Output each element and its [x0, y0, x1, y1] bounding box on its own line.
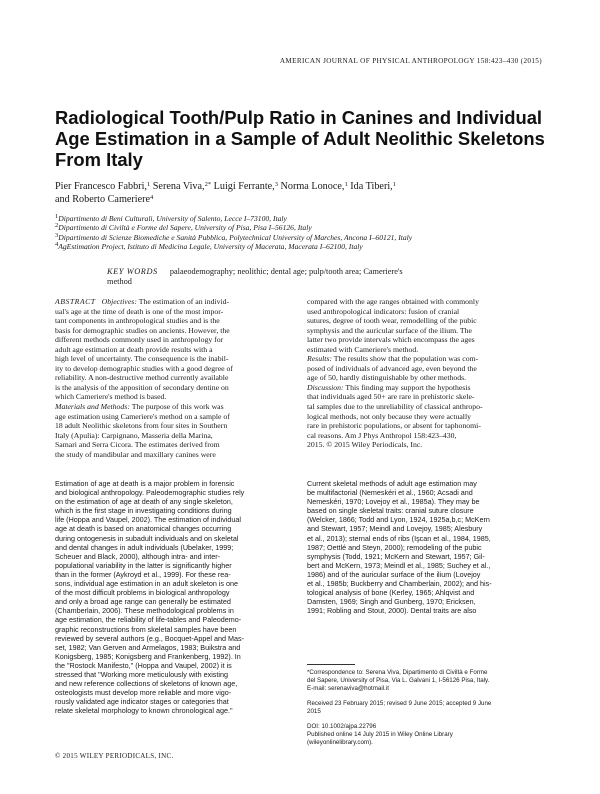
body-line: (Chamberlain, 2006). These methodological problems in: [55, 606, 234, 616]
body-line: on the estimation of age at death of any single skeleton,: [55, 497, 233, 507]
abstract-line: adult age estimation at death provide results with a: [55, 344, 213, 354]
affiliation-mark: 2: [55, 222, 59, 230]
article-title: [55, 107, 545, 170]
abstract-section-label: Objectives:: [101, 297, 137, 306]
affiliations: [55, 214, 555, 252]
affiliation: [55, 223, 555, 232]
title-line: Radiological Tooth/Pulp Ratio in Canines and Individual: [55, 107, 543, 128]
abstract-line: estimated with Cameriere's method.: [307, 344, 419, 354]
abstract-line: the study of mandibular and maxillary canines were: [55, 449, 216, 459]
body-line: rously validated age indicator stages or categories that: [55, 697, 229, 707]
abstract-line: which Cameriere's method is based.: [55, 392, 167, 402]
abstract-line: basis for demographic studies on ancients. However, the: [55, 325, 230, 335]
author-affiliation-mark: 1: [344, 181, 348, 188]
affiliation: [55, 242, 555, 251]
author-name: and Roberto Cameriere: [55, 193, 151, 205]
body-line: Scheuer and Black, 2000), although intra- and inter-: [55, 551, 221, 561]
affiliation: [55, 233, 555, 242]
abstract-right-column: [307, 297, 547, 450]
author-name: Luigi Ferrante,: [211, 181, 275, 192]
author-list: [55, 181, 515, 206]
body-line: relate skeletal morphology to known chronological age.": [55, 706, 233, 716]
author-line: [55, 194, 515, 207]
body-line: et al., 2013); sternal ends of ribs (Işcan et al., 1984, 1985,: [307, 533, 491, 543]
body-line: age at death is based on anatomical changes occurring: [55, 524, 232, 534]
abstract-line: tal samples due to the unreliability of classical anthropo-: [307, 402, 483, 412]
body-line: Estimation of age at death is a major problem in forensic: [55, 479, 235, 488]
correspondence-note: [307, 669, 489, 693]
body-line: graphic reconstructions from skeletal samples have been: [55, 624, 237, 634]
abstract-line: sutures, degree of tooth wear, remodelling of the pubic: [307, 316, 477, 326]
body-line: sons, individual age estimation in an adult skeleton is one: [55, 579, 238, 589]
author-affiliation-mark: 4: [150, 193, 154, 201]
note-line: E-mail: serenaviva@hotmail.it: [307, 684, 389, 692]
body-right-column: [307, 479, 549, 615]
body-line: life (Hoppa and Vaupel, 2002). The estimation of individual: [55, 515, 241, 525]
note-line: *Correspondence to: Serena Viva, Dipartimento di Civiltà e Forme: [307, 669, 488, 676]
abstract-line: ual's age at the time of death is one of the most impor-: [55, 306, 224, 316]
body-line: 1987; Oettlé and Steyn, 2000); remodeling of the pubic: [307, 542, 482, 552]
affiliation-text: Dipartimento di Civiltà e Forme del Sapere, University of Pisa, Pisa I–56126, Italy: [58, 223, 312, 233]
abstract-line: tant components in anthropological studies and is the: [55, 316, 220, 326]
body-line: et al., 1985b; Buckberry and Chamberlain, 2002); and his-: [307, 579, 492, 589]
abstract-line: latter two provide intervals which encompass the ages: [307, 335, 475, 345]
abstract-heading: ABSTRACT: [55, 297, 96, 306]
author-line: [55, 181, 515, 194]
affiliation: [55, 214, 555, 223]
body-line: Current skeletal methods of adult age estimation may: [307, 479, 477, 488]
body-line: bert and McKern, 1973; Meindl et al., 1985; Suchey et al.,: [307, 560, 491, 570]
author-affiliation-mark: 1: [146, 181, 151, 188]
body-line: and Stewart, 1957; Meindl and Lovejoy, 1985; Alesbury: [307, 524, 483, 534]
abstract-line: Italy (Apulia): Carpignano, Masseria della Marina,: [55, 430, 213, 440]
body-line: symphysis (Todd, 1921; McKern and Stewart, 1957; Gil-: [307, 551, 485, 561]
note-line: Received 23 February 2015; revised 9 June 2015; accepted 9 June: [307, 700, 492, 707]
abstract-line: reliability. A non-destructive method currently available: [55, 373, 229, 383]
title-line: Age Estimation in a Sample of Adult Neolithic Skeletons: [55, 128, 545, 149]
abstract-line: that individuals aged 50+ are rare in prehistoric skele-: [307, 392, 475, 402]
affiliation-text: Dipartimento di Scienze Biomediche e Sanità Pubblica, Polytechnical University of Marches, Ancona I–60121, Italy: [58, 232, 413, 242]
abstract-text: The results show that the population was com-: [331, 354, 479, 364]
abstract-line: 18 adult Neolithic skeletons from four sites in Southern: [55, 421, 228, 431]
keywords-line: method: [107, 277, 132, 286]
abstract-line: rare in prehistoric populations, or absent for taphonomi-: [307, 421, 481, 431]
footnote-divider: [307, 664, 355, 665]
body-line: of the most difficult problems in biological anthropology: [55, 588, 230, 598]
abstract-line: [55, 402, 295, 412]
body-line: osteologists must develop more reliable and more vigo-: [55, 688, 232, 698]
abstract-text: The purpose of this work was: [129, 402, 224, 412]
doi-note: [307, 723, 453, 747]
abstract-line: compared with the age ranges obtained with commonly: [307, 297, 479, 306]
abstract-line: 2015. © 2015 Wiley Periodicals, Inc.: [307, 440, 423, 450]
author-name: Pier Francesco Fabbri,: [55, 181, 147, 192]
abstract-section-label: Discussion:: [307, 382, 344, 392]
abstract-line: [55, 297, 295, 307]
body-left-column: [55, 479, 297, 715]
affiliation-mark: 4: [55, 241, 59, 249]
body-line: and dental changes in adult individuals (Ubelaker, 1999;: [55, 542, 234, 552]
author-affiliation-mark: 3: [274, 181, 278, 188]
author-name: Serena Viva,: [150, 181, 205, 192]
abstract-section-label: Results:: [307, 354, 332, 364]
body-line: the "Rostock Manifesto," (Hoppa and Vaupel, 2002) it is: [55, 660, 232, 670]
body-line: than in the former (Aykroyd et al., 1999). For these rea-: [55, 569, 231, 579]
body-line: Konigsberg, 1985; Konigsberg and Frankenberg, 1992). In: [55, 651, 241, 661]
body-line: be multifactorial (Nemeskéri et al., 1960; Acsadi and: [307, 488, 473, 498]
abstract-line: logical methods, not only because they were actually: [307, 411, 471, 421]
author-name: Ida Tiberi,: [347, 181, 393, 192]
body-line: Nemeskéri, 1970; Lovejoy et al., 1985a). They may be: [307, 497, 480, 507]
abstract-line: cal reasons. Am J Phys Anthropol 158:423–430,: [307, 430, 457, 440]
body-line: set, 1982; Van Gerven and Armelagos, 1983; Buikstra and: [55, 642, 241, 652]
abstract-line: symphysis and the auricular surface of the ilium. The: [307, 325, 472, 335]
affiliation-mark: 1: [55, 213, 59, 220]
keywords-label: KEY WORDS: [107, 267, 158, 276]
abstract-text: This finding may support the hypothesis: [343, 382, 471, 392]
abstract-section-label: Materials and Methods:: [55, 402, 130, 412]
body-line: during ontogenesis in subadult individuals and on skeletal: [55, 533, 239, 543]
body-line: based on single skeletal traits: cranial suture closure: [307, 506, 474, 516]
abstract-line: posed of individuals of advanced age, even beyond the: [307, 363, 477, 373]
affiliation-mark: 3: [55, 231, 59, 239]
footer-copyright: © 2015 WILEY PERIODICALS, INC.: [55, 752, 174, 760]
note-line: del Sapere, University of Pisa, Via L. Galvani 1, I-56126 Pisa, Italy.: [307, 676, 490, 684]
note-line: DOI: 10.1002/ajpa.22796: [307, 723, 377, 730]
abstract-line: used anthropological indicators: fusion of cranial: [307, 306, 460, 316]
body-line: age estimation, the reliability of life-tables and Paleodemo-: [55, 615, 242, 625]
abstract-text: The estimation of an individ-: [136, 297, 230, 306]
abstract-line: [307, 383, 547, 393]
body-line: 1986) and of the auricular surface of the ilium (Lovejoy: [307, 569, 481, 579]
abstract-line: [307, 354, 547, 364]
abstract-line: high level of uncertainty. The consequence is the inabil-: [55, 354, 229, 364]
author-affiliation-mark: 2*: [204, 181, 212, 188]
body-line: (Welcker, 1866; Todd and Lyon, 1924, 1925a,b,c; McKern: [307, 515, 490, 525]
body-line: and only a broad age range can generally be estimated: [55, 597, 231, 607]
note-line: 2015: [307, 707, 321, 715]
keywords: [107, 267, 537, 287]
abstract-line: is the analysis of the apposition of secondary dentine on: [55, 382, 229, 392]
note-line: (wileyonlinelibrary.com).: [307, 738, 373, 746]
body-line: Damsten, 1969; Singh and Gunberg, 1970; Ericksen,: [307, 597, 476, 607]
body-line: tological analysis of bone (Kerley, 1965; Ahlqvist and: [307, 588, 475, 598]
author-name: Norma Lonoce,: [277, 181, 345, 192]
affiliation-text: Dipartimento di Beni Culturali, University of Salento, Lecce I–73100, Italy: [58, 214, 287, 223]
author-affiliation-mark: 1: [392, 181, 396, 188]
body-line: and biological anthropology. Paleodemographic studies rely: [55, 488, 245, 498]
keywords-text: palaeodemography; neolithic; dental age; pulp/tooth area; Cameriere's: [169, 267, 403, 276]
keywords-line: [107, 267, 537, 277]
note-line: Published online 14 July 2015 in Wiley Online Library: [307, 730, 453, 738]
body-line: stressed that "Working more meticulously with existing: [55, 669, 228, 679]
abstract-line: ity to develop demographic studies with a good degree of: [55, 363, 233, 373]
body-line: populational variability in the latter is significantly higher: [55, 560, 232, 570]
running-header: AMERICAN JOURNAL OF PHYSICAL ANTHROPOLOGY 158:423–430 (2015): [279, 57, 542, 65]
abstract-left-column: [55, 297, 295, 459]
body-line: reviewed by several authors (e.g., Bocquet-Appel and Mas-: [55, 633, 244, 643]
body-line: which is the first stage in investigating conditions during: [55, 506, 232, 516]
affiliation-text: AgEstimation Project, Istituto di Medicina Legale, University of Macerata, Macerata I–62100, Italy: [58, 242, 363, 252]
abstract-line: different methods commonly used in anthropology for: [55, 335, 224, 345]
abstract-line: age estimation using Cameriere's method on a sample of: [55, 411, 230, 421]
body-line: 1991; Robling and Stout, 2000). Dental traits are also: [307, 606, 477, 616]
body-line: and new reference collections of skeletons of known age,: [55, 679, 238, 689]
abstract-line: Samari and Serra Cicora. The estimates derived from: [55, 440, 220, 450]
abstract-line: age of 50, hardly distinguishable by other methods.: [307, 373, 467, 383]
title-line: From Italy: [55, 149, 143, 170]
received-dates: [307, 700, 491, 716]
